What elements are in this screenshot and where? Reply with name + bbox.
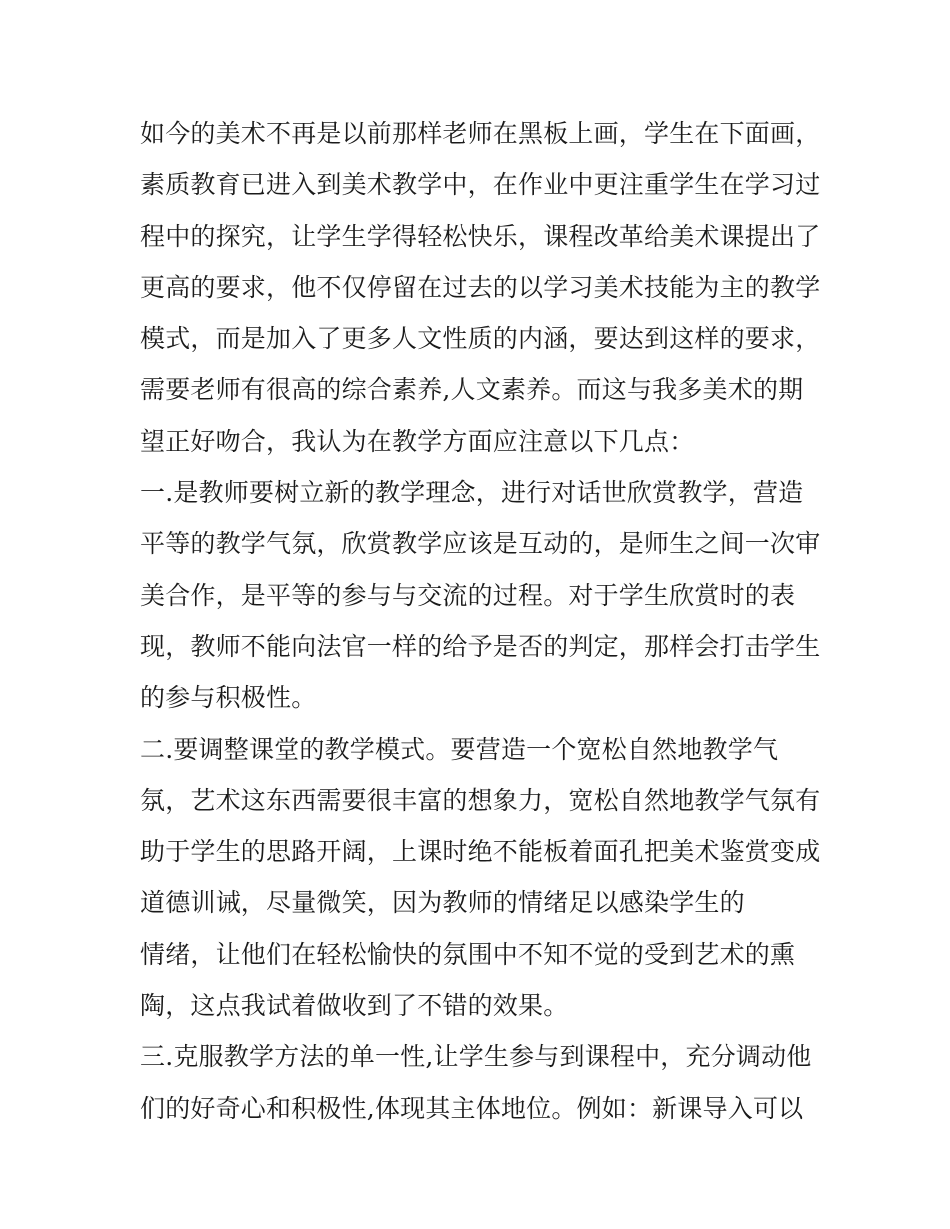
text-line: 助于学生的思路开阔，上课时绝不能板着面孔把美术鉴赏变成 bbox=[140, 837, 821, 867]
text-line: 如今的美术不再是以前那样老师在黑板上画，学生在下面画， bbox=[140, 119, 821, 148]
text-line: 的参与积极性。 bbox=[140, 683, 317, 713]
text-line: 一.是教师要树立新的教学理念，进行对话世欣赏教学，营造 bbox=[140, 478, 804, 508]
text-line: 更高的要求，他不仅停留在过去的以学习美术技能为主的教学 bbox=[140, 272, 821, 302]
text-line: 程中的探究，让学生学得轻松快乐，课程改革给美术课提出了 bbox=[140, 221, 821, 251]
text-line: 现，教师不能向法官一样的给予是否的判定，那样会打击学生 bbox=[140, 631, 821, 661]
text-line: 道德训诫，尽量微笑，因为教师的情绪足以感染学生的 bbox=[140, 888, 745, 918]
text-line: 们的好奇心和积极性,体现其主体地位。例如：新课导入可以 bbox=[140, 1093, 804, 1123]
body-text bbox=[140, 108, 820, 1134]
text-line: 二.要调整课堂的教学模式。要营造一个宽松自然地教学气 bbox=[140, 734, 779, 764]
text-line: 情绪，让他们在轻松愉快的氛围中不知不觉的受到艺术的熏 bbox=[140, 939, 796, 969]
text-line: 氛，艺术这东西需要很丰富的想象力，宽松自然地教学气氛有 bbox=[140, 785, 821, 815]
text-line: 素质教育已进入到美术教学中，在作业中更注重学生在学习过 bbox=[140, 170, 821, 200]
text-line: 望正好吻合，我认为在教学方面应注意以下几点： bbox=[140, 426, 695, 456]
text-line: 需要老师有很高的综合素养,人文素养。而这与我多美术的期 bbox=[140, 375, 804, 405]
text-line: 陶，这点我试着做收到了不错的效果。 bbox=[140, 991, 569, 1021]
text-line: 模式，而是加入了更多人文性质的内涵，要达到这样的要求， bbox=[140, 324, 821, 354]
text-line: 平等的教学气氛，欣赏教学应该是互动的，是师生之间一次审 bbox=[140, 529, 821, 559]
text-line: 三.克服教学方法的单一性,让学生参与到课程中，充分调动他 bbox=[140, 1042, 812, 1072]
text-line: 美合作，是平等的参与与交流的过程。对于学生欣赏时的表 bbox=[140, 580, 796, 610]
